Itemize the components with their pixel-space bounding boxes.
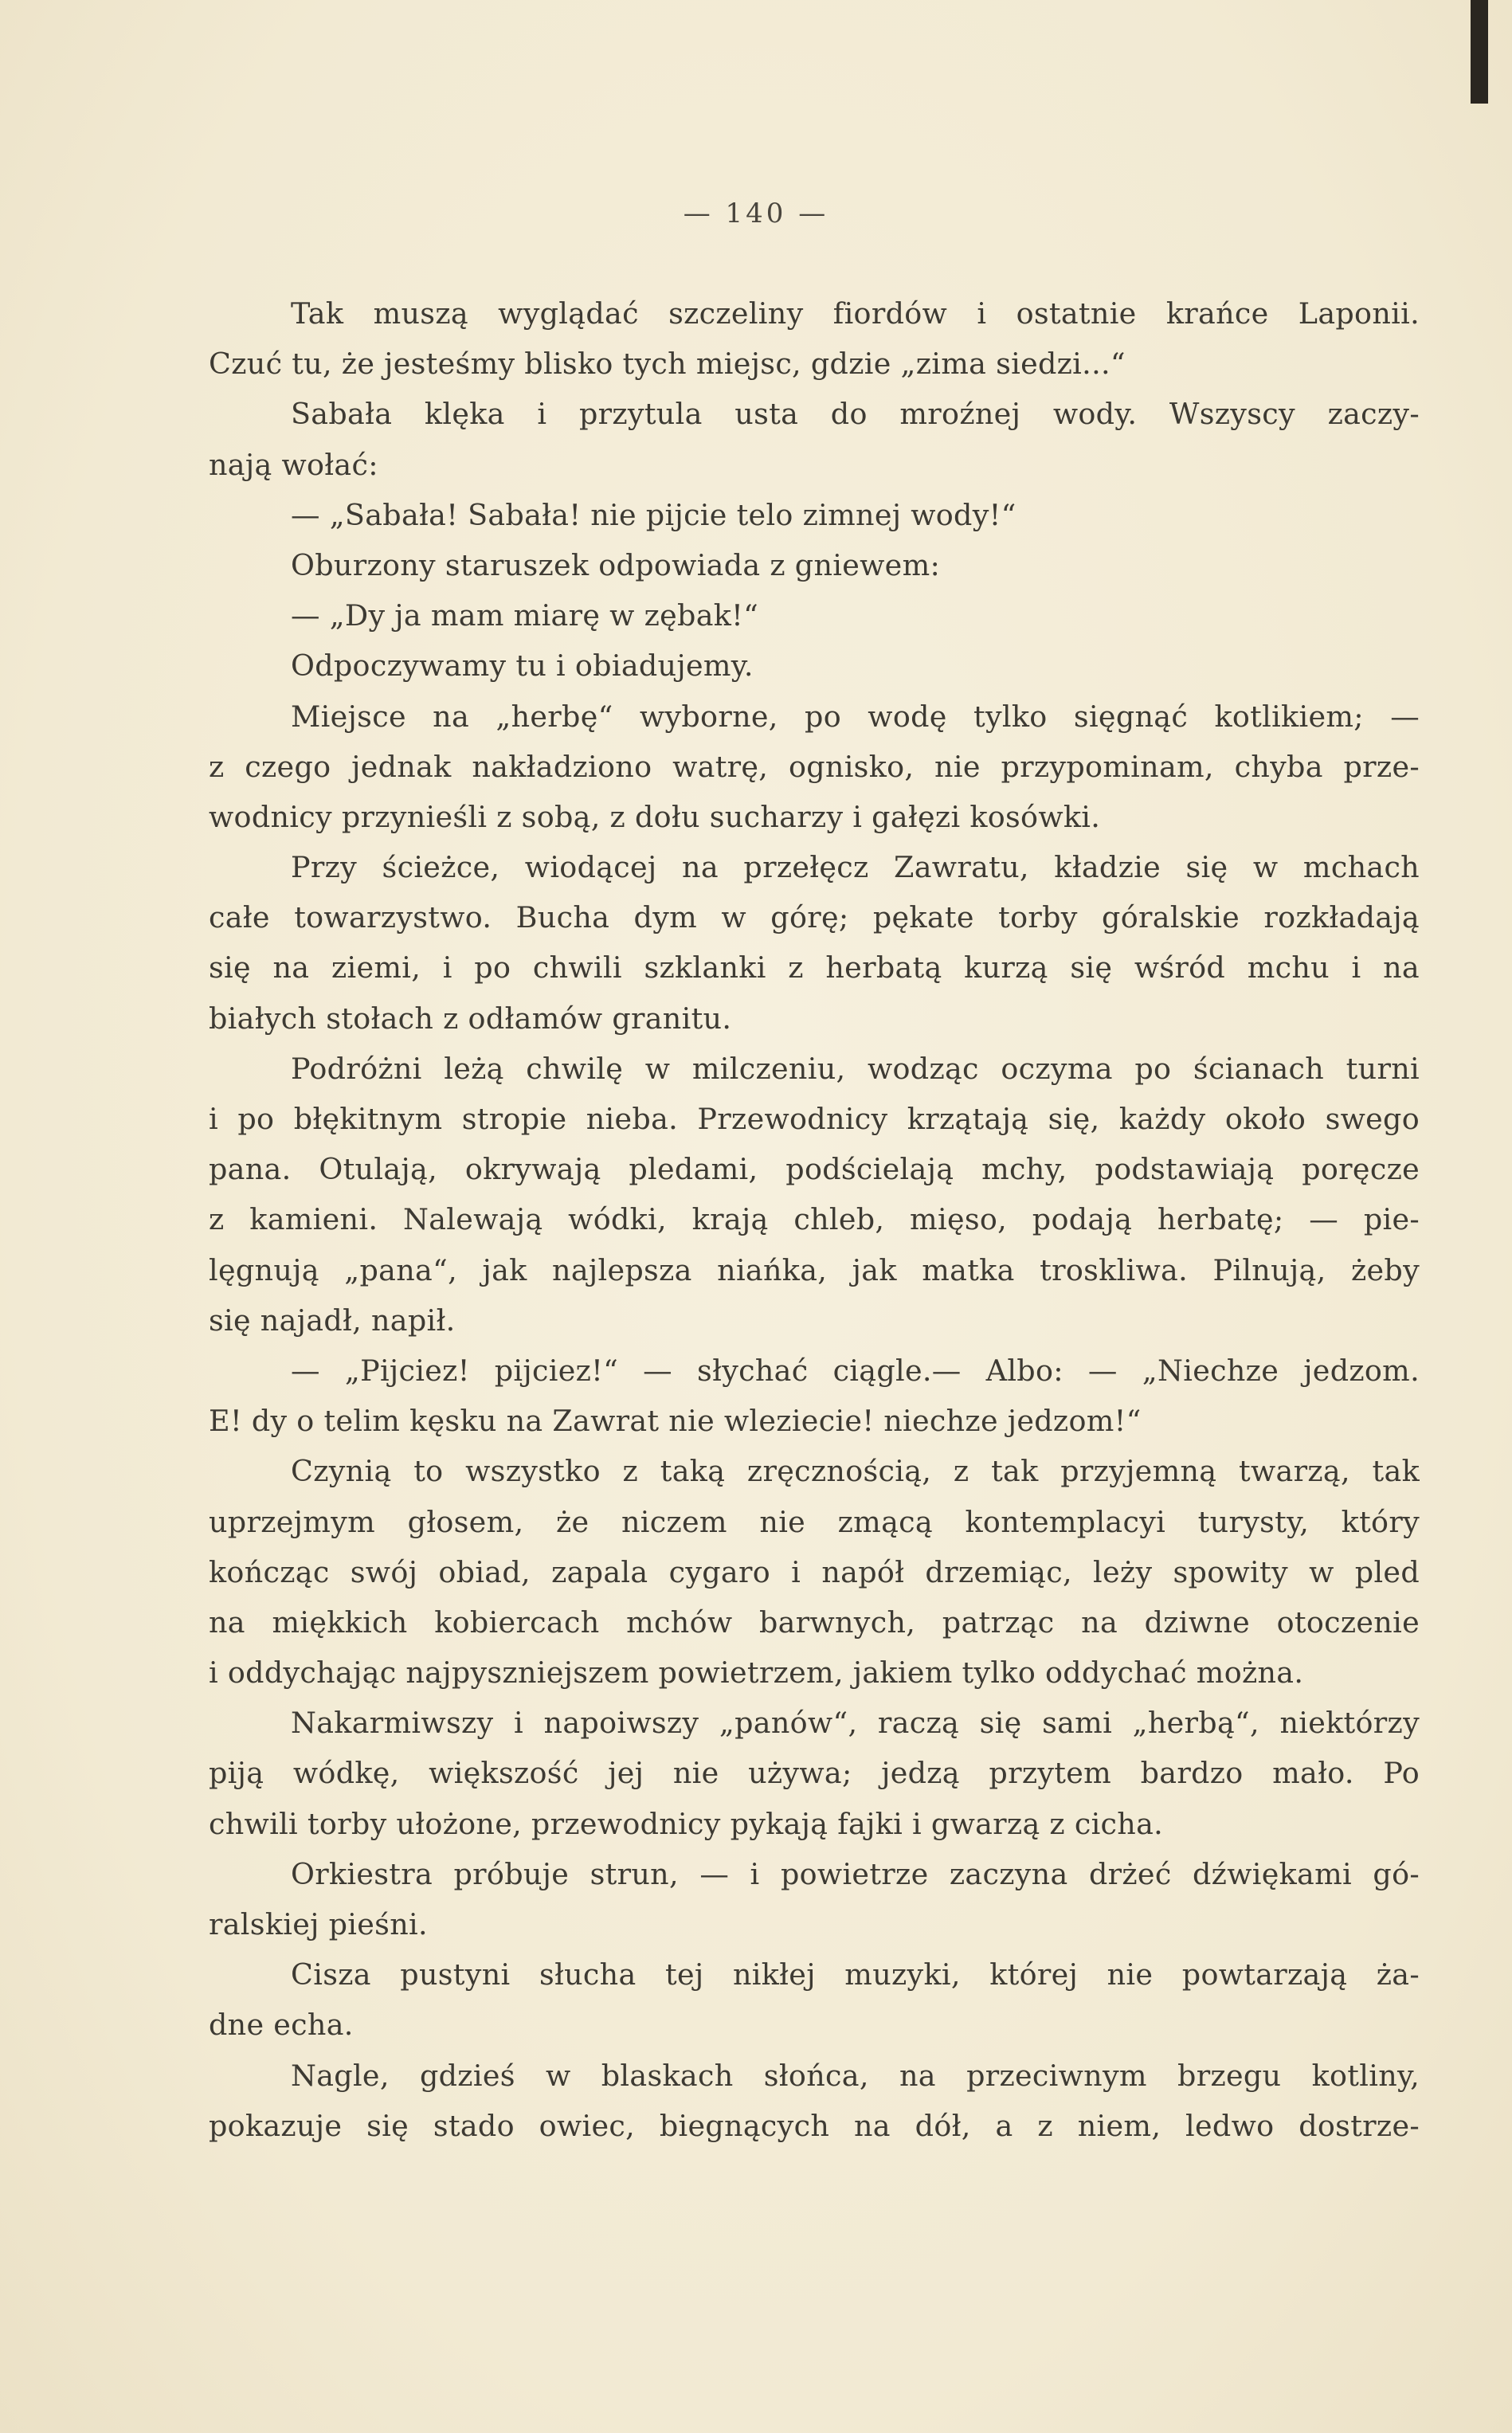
text-line: Tak muszą wyglądać szczeliny fiordów i ostatnie krańce Laponii.	[291, 296, 1420, 331]
text-line: całe towarzystwo. Bucha dym w górę; pękate torby góralskie rozkładają	[209, 900, 1420, 935]
text-line: i oddychając najpyszniejszem powietrzem, jakiem tylko oddychać można.	[209, 1655, 1304, 1691]
text-line: kończąc swój obiad, zapala cygaro i napół drzemiąc, leży spowity w pled	[209, 1554, 1420, 1589]
text-line: pokazuje się stado owiec, biegnących na dół, a z niem, ledwo dostrze-	[209, 2108, 1420, 2143]
text-line: uprzejmym głosem, że niczem nie zmącą kontemplacyi turysty, który	[209, 1504, 1420, 1539]
text-line: na miękkich kobiercach mchów barwnych, patrząc na dziwne otoczenie	[209, 1604, 1420, 1640]
text-line: — „Dy ja mam miarę w zębak!“	[291, 598, 759, 633]
text-line: pana. Otulają, okrywają pledami, podścielają mchy, podstawiają poręcze	[209, 1152, 1420, 1187]
text-line: Czynią to wszystko z taką zręcznością, z tak przyjemną twarzą, tak	[291, 1454, 1420, 1489]
text-line: Podróżni leżą chwilę w milczeniu, wodząc oczyma po ścianach turni	[291, 1051, 1420, 1086]
text-line: lęgnują „pana“, jak najlepsza niańka, jak matka troskliwa. Pilnują, żeby	[209, 1252, 1420, 1287]
body-text	[209, 288, 1420, 2151]
text-line: Orkiestra próbuje strun, — i powietrze zaczyna drżeć dźwiękami gó-	[291, 1856, 1420, 1891]
text-line: wodnicy przynieśli z sobą, z dołu sucharzy i gałęzi kosówki.	[209, 799, 1101, 834]
text-line: Czuć tu, że jesteśmy blisko tych miejsc, gdzie „zima siedzi...“	[209, 347, 1126, 382]
text-line: Nakarmiwszy i napoiwszy „panów“, raczą się sami „herbą“, niektórzy	[291, 1706, 1420, 1741]
text-line: E! dy o telim kęsku na Zawrat nie wleziecie! niechze jedzom!“	[209, 1404, 1142, 1439]
text-line: Odpoczywamy tu i obiadujemy.	[291, 648, 754, 684]
text-line: Cisza pustyni słucha tej nikłej muzyki, której nie powtarzają ża-	[291, 1957, 1420, 1992]
text-line: Miejsce na „herbę“ wyborne, po wodę tylko sięgnąć kotlikiem; —	[291, 699, 1420, 734]
text-line: Sabała klęka i przytula usta do mroźnej wody. Wszyscy zaczy-	[291, 397, 1420, 432]
text-line: ralskiej pieśni.	[209, 1907, 428, 1941]
text-line: białych stołach z odłamów granitu.	[209, 1001, 732, 1036]
text-line: nają wołać:	[209, 447, 378, 482]
text-line: — „Sabała! Sabała! nie pijcie telo zimnej wody!“	[291, 497, 1016, 532]
text-line: Nagle, gdzieś w blaskach słońca, na przeciwnym brzegu kotliny,	[291, 2058, 1420, 2093]
text-line: się najadł, napił.	[209, 1303, 456, 1338]
text-line: się na ziemi, i po chwili szklanki z herbatą kurzą się wśród mchu i na	[209, 950, 1420, 985]
text-line: — „Pijciez! pijciez!“ — słychać ciągle.— Albo: — „Niechze jedzom.	[291, 1353, 1420, 1388]
text-line: z kamieni. Nalewają wódki, krają chleb, mięso, podają herbatę; — pie-	[209, 1202, 1420, 1237]
page-number: — 140 —	[683, 198, 829, 229]
page-edge-mark	[1471, 0, 1488, 104]
text-line: dne echa.	[209, 2008, 354, 2043]
text-line: piją wódkę, większość jej nie używa; jedzą przytem bardzo mało. Po	[209, 1756, 1420, 1791]
text-line: i po błękitnym stropie nieba. Przewodnicy krzątają się, każdy około swego	[209, 1102, 1420, 1136]
text-line: z czego jednak nakładziono watrę, ognisko, nie przypominam, chyba prze-	[209, 749, 1420, 784]
text-line: chwili torby ułożone, przewodnicy pykają fajki i gwarzą z cicha.	[209, 1806, 1164, 1841]
text-line: Przy ścieżce, wiodącej na przełęcz Zawratu, kładzie się w mchach	[291, 850, 1420, 885]
text-line: Oburzony staruszek odpowiada z gniewem:	[291, 547, 941, 582]
